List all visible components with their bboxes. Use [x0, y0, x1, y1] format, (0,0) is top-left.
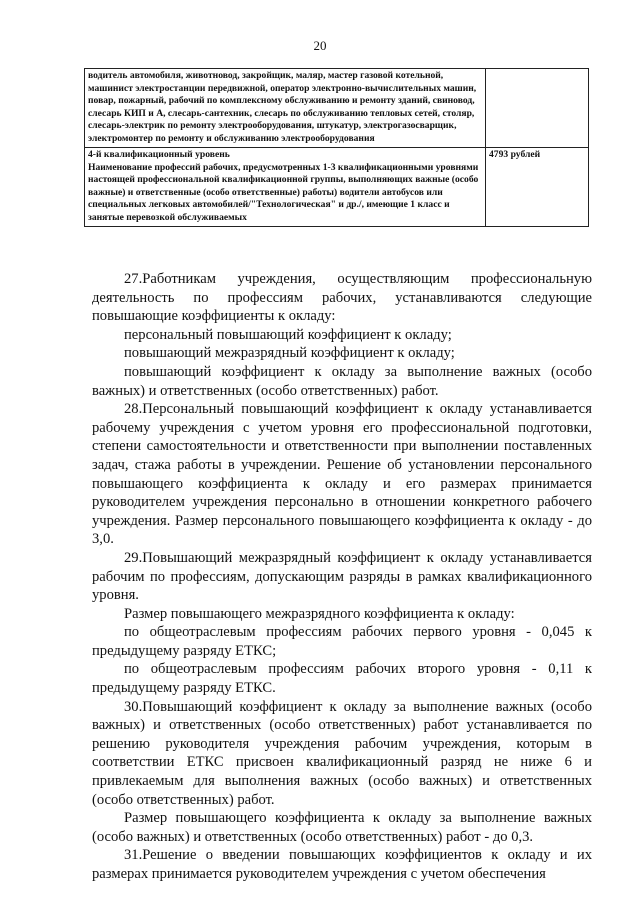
list-item: повышающий коэффициент к окладу за выполнение важных (особо важных) и ответственных (особо ответственных) работ.	[92, 363, 592, 399]
list-item: повышающий межразрядный коэффициент к окладу;	[124, 345, 455, 362]
table-cell-salary-empty	[486, 69, 589, 148]
paragraph-27: 27.Работникам учреждения, осуществляющим профессиональную деятельность по профессиям рабочих, устанавливаются следующие повышающие коэффициенты к окладу:	[92, 271, 592, 325]
table-row	[85, 148, 589, 227]
paragraph-30: 30.Повышающий коэффициент к окладу за выполнение важных (особо важных) и ответственных (особо ответственных) работ устанавливается по решению руководителя учреждения рабочим учреждения, которым в соответствии ЕТКС присвоен квалификационный разряд не ниже 6 и привлекаемым для выполнения важных (особо важных) и ответственных (особо ответственных) работ.	[92, 698, 592, 808]
table-cell-level-4	[85, 148, 486, 227]
level-4-description: Наименование профессий рабочих, предусмотренных 1-3 квалификационными уровнями настоящей профессиональной квалификационной группы, выполняющих важные (особо важные) и ответственные (особо ответственные) работы) водители автобусов или специальных легковых автомобилей/"Технологическая" и др./, имеющие 1 класс и занятые перевозкой обслуживаемых	[88, 161, 479, 223]
page-number: 20	[313, 38, 327, 53]
table-row	[85, 69, 589, 148]
paragraph-31: 31.Решение о введении повышающих коэффициентов к окладу и их размерах принимается руководителем учреждения с учетом обеспечения	[92, 847, 592, 882]
document-body	[92, 270, 592, 884]
table-cell-professions	[85, 69, 486, 148]
paragraph-30-size: Размер повышающего коэффициента к окладу за выполнение важных (особо важных) и ответственных (особо ответственных) работ - до 0,3.	[92, 810, 592, 845]
qualification-level-label: 4-й квалификационный уровень	[88, 149, 230, 160]
list-item: по общеотраслевым профессиям рабочих первого уровня - 0,045 к предыдущему разряду ЕТКС;	[92, 624, 592, 659]
paragraph-29: 29.Повышающий межразрядный коэффициент к окладу устанавливается рабочим по профессиям, допускающим разряды в рамках квалификационного уровня.	[92, 549, 592, 604]
qualification-table	[84, 68, 589, 227]
professions-list-text: водитель автомобиля, животновод, закройщик, маляр, мастер газовой котельной, машинист электростанции передвижной, оператор электронно-вычислительных машин, повар, пожарный, рабочий по комплексному обслуживанию и ремонту зданий, свиновод, слесарь КИП и А, слесарь-сантехник, слесарь по обслуживанию тепловых сетей, столяр, слесарь-электрик по ремонту электрооборудования, штукатур, электрогазосварщик, электромонтер по ремонту и обслуживанию электрооборудования	[88, 70, 477, 144]
table-cell-salary: 4793 рублей	[486, 148, 589, 227]
list-item: персональный повышающий коэффициент к окладу;	[124, 326, 452, 343]
paragraph-28: 28.Персональный повышающий коэффициент к окладу устанавливается рабочему учреждения с учетом уровня его профессиональной подготовки, степени самостоятельности и ответственности при выполнении поставленных задач, стажа работы в учреждении. Решение об установлении персонального повышающего коэффициента к окладу и его размерах принимается руководителем учреждения персонально в отношении конкретного рабочего учреждения. Размер персонального повышающего коэффициента к окладу - до 3,0.	[92, 401, 592, 548]
list-item: по общеотраслевым профессиям рабочих второго уровня - 0,11 к предыдущему разряду ЕТКС.	[92, 661, 592, 697]
paragraph-29-size: Размер повышающего межразрядного коэффициента к окладу:	[124, 605, 515, 622]
